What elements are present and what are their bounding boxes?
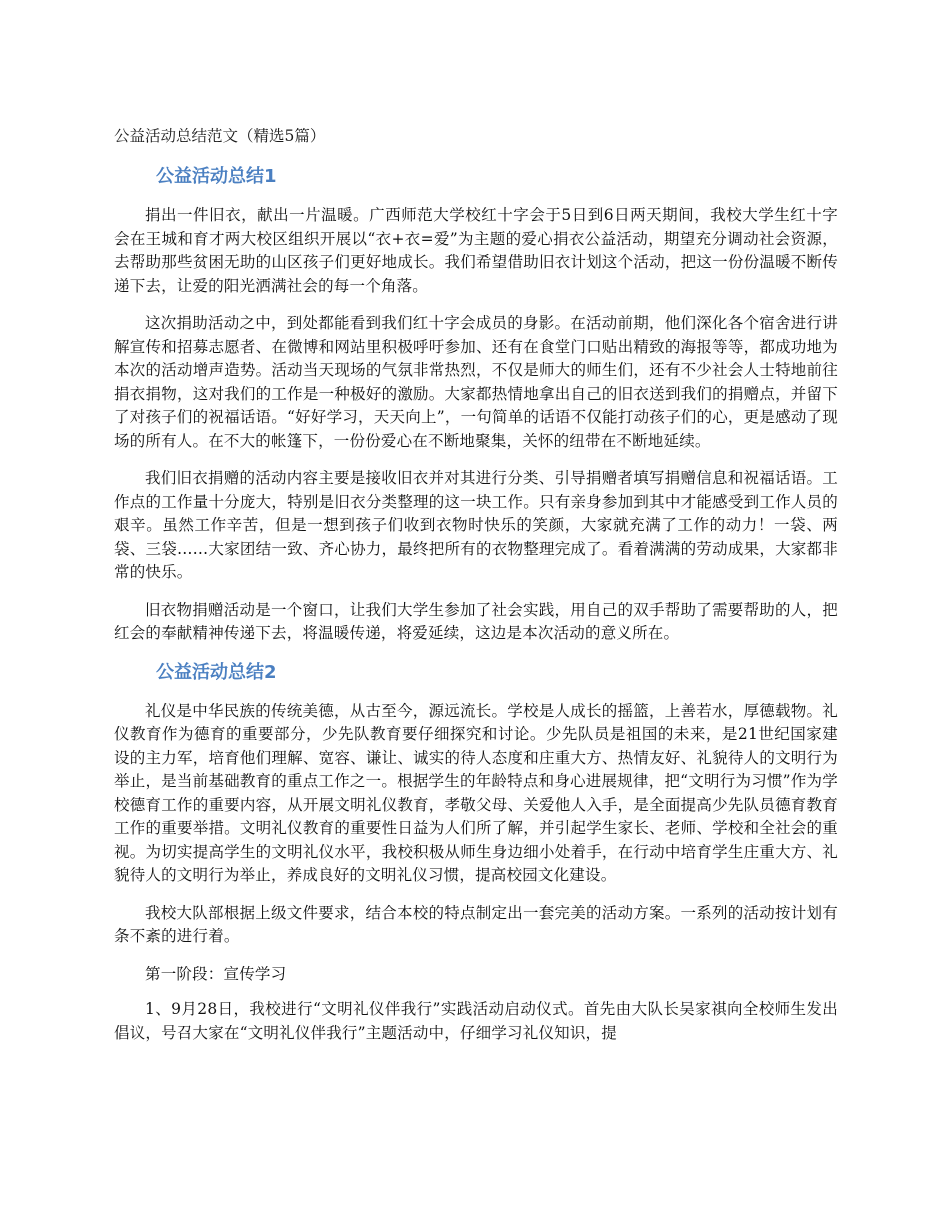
document-title: 公益活动总结范文（精选5篇） <box>114 127 326 145</box>
document-page <box>114 124 838 1059</box>
section-1-paragraph-4: 旧衣物捐赠活动是一个窗口，让我们大学生参加了社会实践，用自己的双手帮助了需要帮助的人，把红会的奉献精神传递下去，将温暖传递，将爱延续，这边是本次活动的意义所在。 <box>114 600 838 642</box>
section-1-paragraph-1: 捐出一件旧衣，献出一片温暖。广西师范大学校红十字会于5日到6日两天期间，我校大学生红十字会在王城和育才两大校区组织开展以“衣+衣=爱”为主题的爱心捐衣公益活动，期望充分调动社会资源，去帮助那些贫困无助的山区孩子们更好地成长。我们希望借助旧衣计划这个活动，把这一份份温暖不断传递下去，让爱的阳光洒满社会的每一个角落。 <box>114 206 838 295</box>
section-1-paragraph-3: 我们旧衣捐赠的活动内容主要是接收旧衣并对其进行分类、引导捐赠者填写捐赠信息和祝福话语。工作点的工作量十分庞大，特别是旧衣分类整理的这一块工作。只有亲身参加到其中才能感受到工作人员的艰辛。虽然工作辛苦，但是一想到孩子们收到衣物时快乐的笑颜，大家就充满了工作的动力！一袋、两袋、三袋……大家团结一致、齐心协力，最终把所有的衣物整理完成了。看着满满的劳动成果，大家都非常的快乐。 <box>114 469 838 581</box>
section-1 <box>114 164 838 646</box>
section-2-paragraph-2: 我校大队部根据上级文件要求，结合本校的特点制定出一套完美的活动方案。一系列的活动按计划有条不紊的进行着。 <box>114 903 838 945</box>
section-heading-2: 公益活动总结2 <box>156 661 277 683</box>
section-2-stage-heading: 第一阶段：宣传学习 <box>145 964 287 983</box>
section-1-paragraph-2: 这次捐助活动之中，到处都能看到我们红十字会成员的身影。在活动前期，他们深化各个宿舍进行讲解宣传和招募志愿者、在微博和网站里积极呼吁参加、还有在食堂门口贴出精致的海报等等，都成功地为本次的活动增声造势。活动当天现场的气氛非常热烈，不仅是师大的师生们，还有不少社会人士特地前往捐衣捐物，这对我们的工作是一种极好的激励。大家都热情地拿出自己的旧衣送到我们的捐赠点，并留下了对孩子们的祝福话语。“好好学习，天天向上”，一句简单的话语不仅能打动孩子们的心，更是感动了现场的所有人。在不大的帐篷下，一份份爱心在不断地聚集，关怀的纽带在不断地延续。 <box>114 314 838 450</box>
section-2 <box>114 660 838 1046</box>
section-2-paragraph-3: 1、9月28日，我校进行“文明礼仪伴我行”实践活动启动仪式。首先由大队长吴家祺向全校师生发出倡议，号召大家在“文明礼仪伴我行”主题活动中，仔细学习礼仪知识，提 <box>114 1000 838 1042</box>
section-heading-1: 公益活动总结1 <box>156 166 277 187</box>
section-2-paragraph-1: 礼仪是中华民族的传统美德，从古至今，源远流长。学校是人成长的摇篮，上善若水，厚德载物。礼仪教育作为德育的重要部分，少先队教育要仔细探究和讨论。少先队员是祖国的未来，是21世纪国家建设的主力军，培育他们理解、宽容、谦让、诚实的待人态度和庄重大方、热情友好、礼貌待人的文明行为举止，是当前基础教育的重点工作之一。根据学生的年龄特点和身心进展规律，把“文明行为习惯”作为学校德育工作的重要内容，从开展文明礼仪教育，孝敬父母、关爱他人入手，是全面提高少先队员德育教育工作的重要举措。文明礼仪教育的重要性日益为人们所了解，并引起学生家长、老师、学校和全社会的重视。为切实提高学生的文明礼仪水平，我校积极从师生身边细小处着手，在行动中培育学生庄重大方、礼貌待人的文明行为举止，养成良好的文明礼仪习惯，提高校园文化建设。 <box>114 701 838 884</box>
